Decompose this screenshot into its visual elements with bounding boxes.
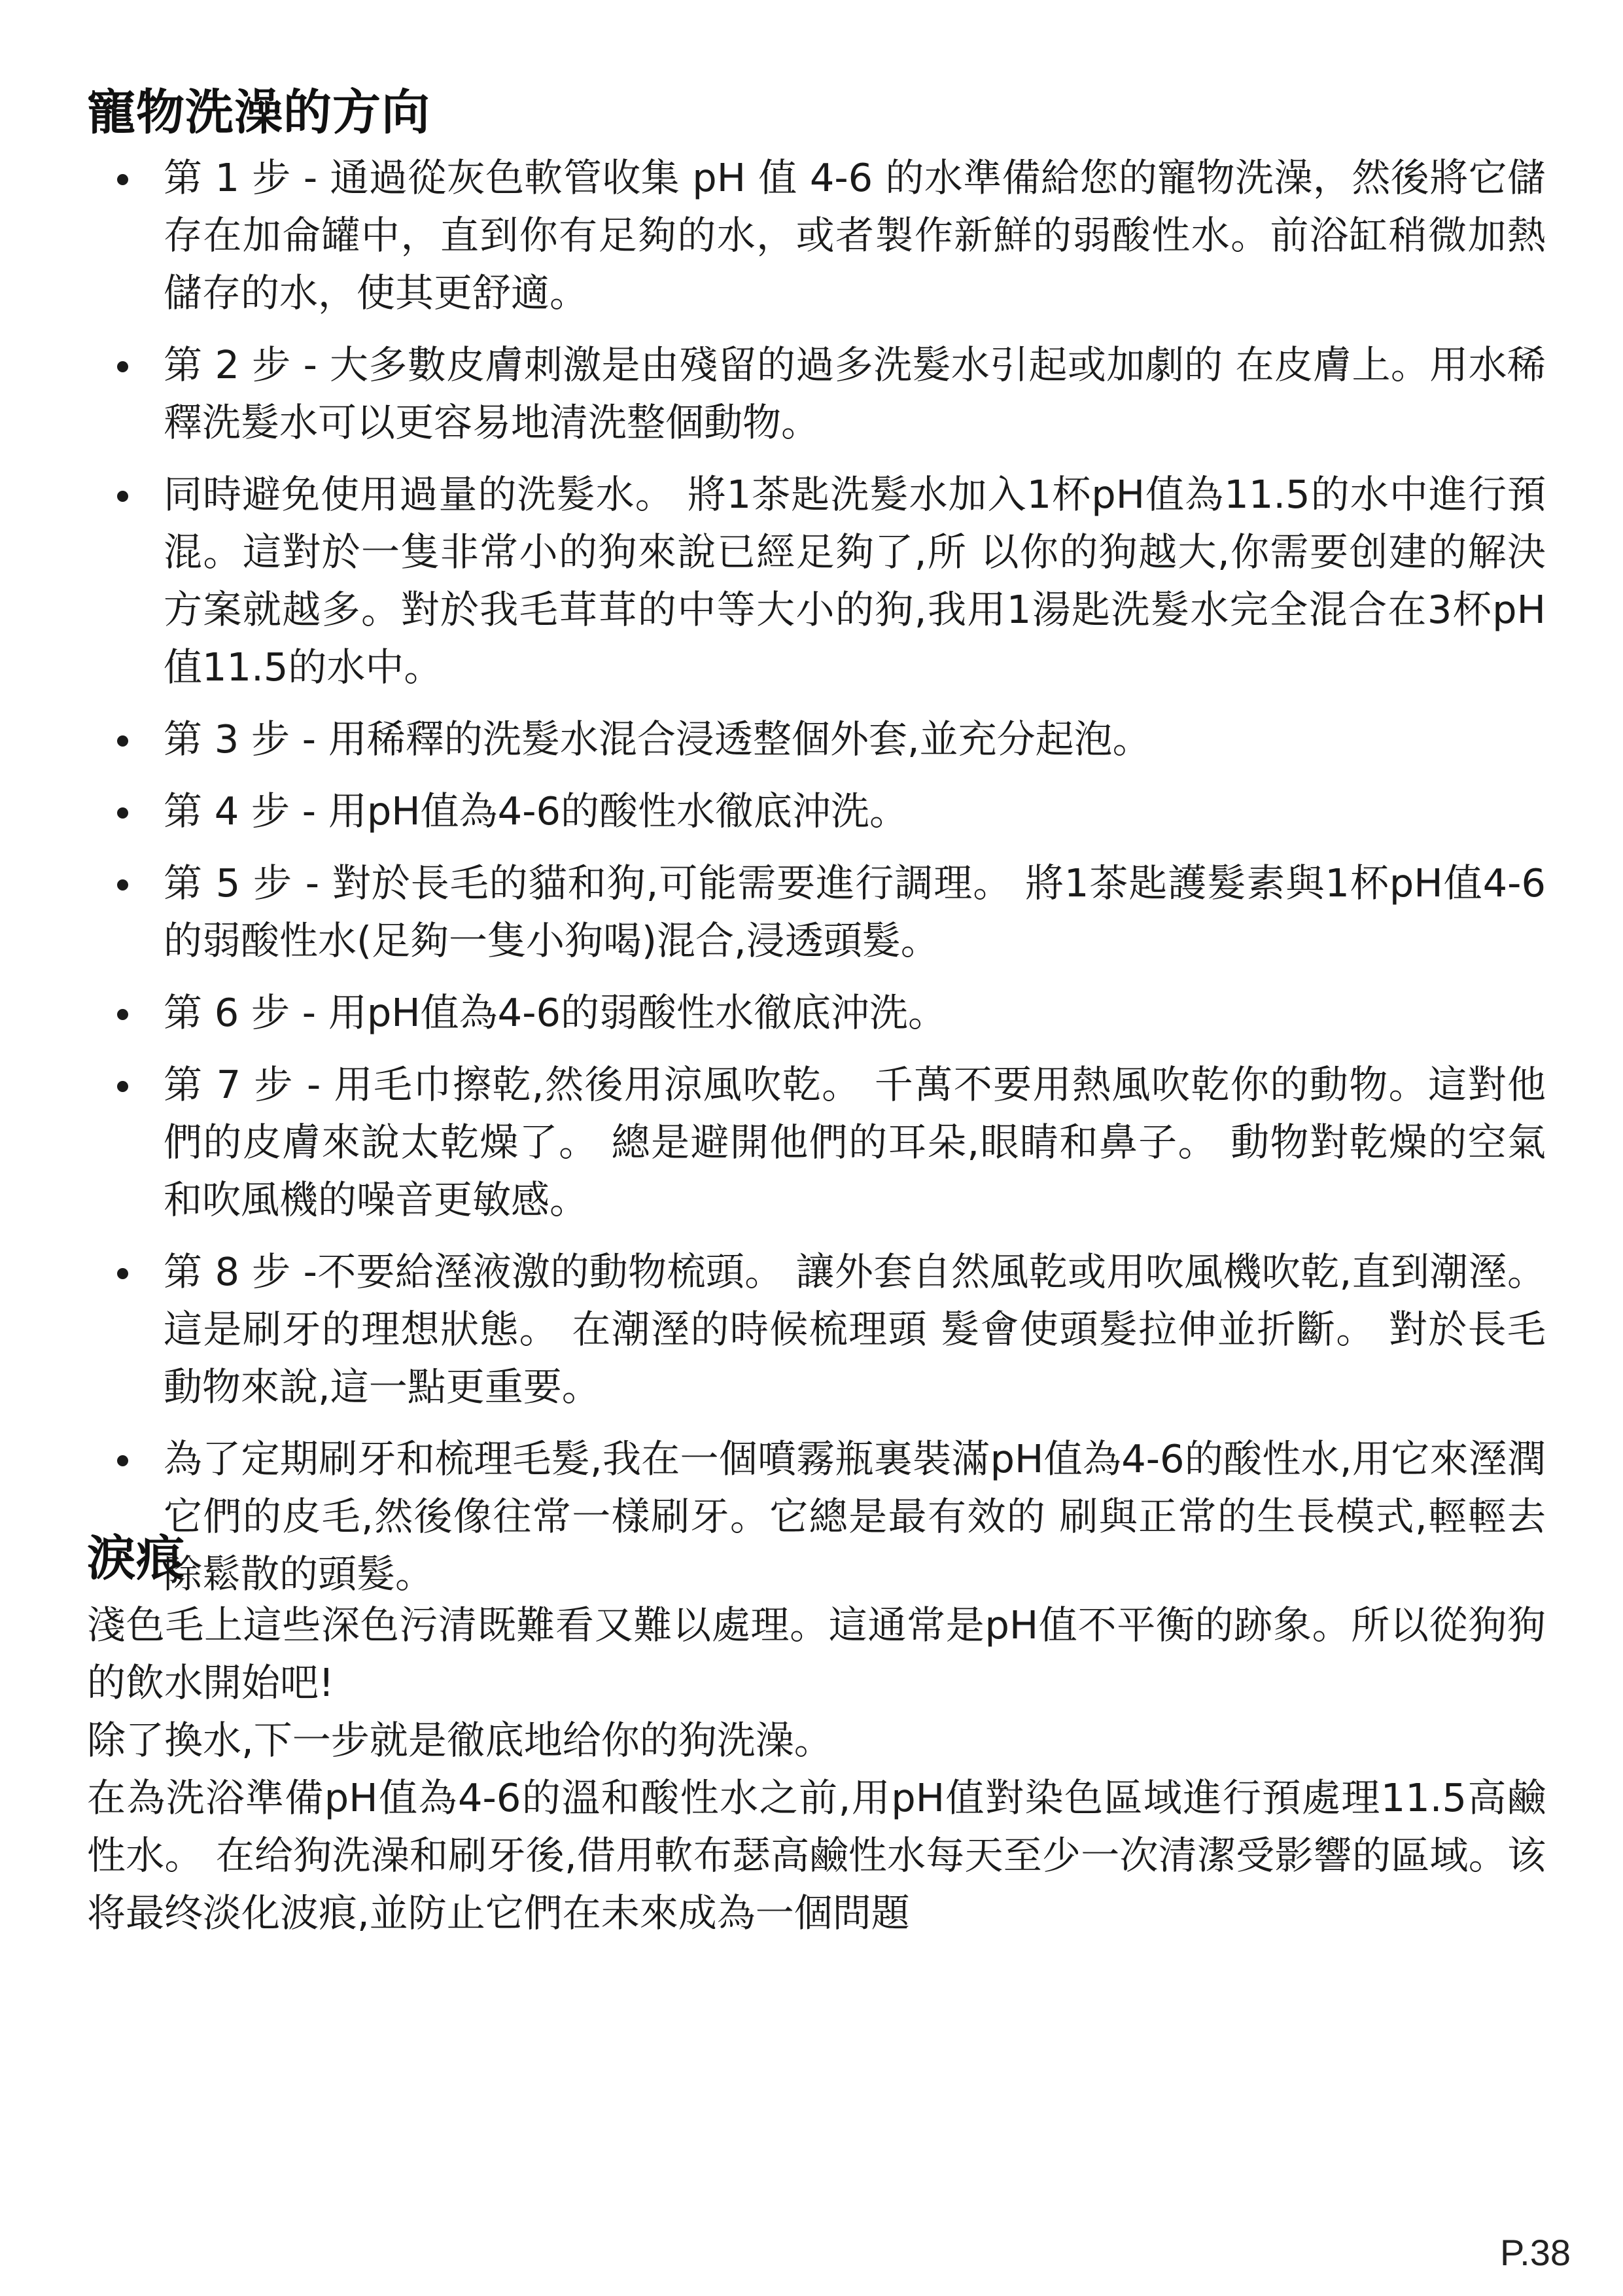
list-item xyxy=(87,783,1546,840)
list-item xyxy=(87,855,1546,970)
list-item-text: 同時避免使用過量的洗髮水。 將1茶匙洗髮水加入1杯pH值為11.5的水中進行預混。這對於一隻非常小的狗來說已經足夠了,所 以你的狗越大,你需要创建的解決方案就越多。對於我毛茸茸的中等大小的狗,我用1湯匙洗髮水完全混合在3杯pH值11.5的水中。 xyxy=(164,472,1546,690)
bathing-steps-list xyxy=(87,149,1546,1617)
bullet-icon xyxy=(117,491,128,502)
bullet-icon xyxy=(117,1081,128,1092)
bullet-icon xyxy=(117,174,128,185)
bullet-icon xyxy=(117,1009,128,1020)
list-item-text: 第 3 步 - 用稀釋的洗髮水混合浸透整個外套,並充分起泡。 xyxy=(164,716,1151,762)
list-item xyxy=(87,711,1546,768)
paragraph: 除了換水,下一步就是徹底地给你的狗洗澡。 xyxy=(87,1718,833,1763)
list-item-text: 為了定期刷牙和梳理毛髮,我在一個噴霧瓶裏裝滿pH值為4-6的酸性水,用它來溼潤它們的皮毛,然後像往常一樣刷牙。它總是最有效的 刷與正常的生長模式,輕輕去除鬆散的頭髮。 xyxy=(164,1436,1546,1597)
list-item-text: 第 7 步 - 用毛巾擦乾,然後用涼風吹乾。 千萬不要用熱風吹乾你的動物。這對他們的皮膚來說太乾燥了。 總是避開他們的耳朵,眼睛和鼻子。 動物對乾燥的空氣和吹風機的噪音更敏感。 xyxy=(164,1062,1546,1222)
bullet-icon xyxy=(117,1455,128,1466)
bullet-icon xyxy=(117,735,128,747)
list-item-text: 第 1 步 - 通過從灰色軟管收集 pH 值 4-6 的水準備給您的寵物洗澡，然後將它儲存在加侖罐中，直到你有足夠的水，或者製作新鮮的弱酸性水。前浴缸稍微加熱儲存的水，使其更舒適。 xyxy=(164,155,1546,315)
section-title-tear-stains: 淚痕 xyxy=(87,1530,185,1587)
paragraph: 在為洗浴準備pH值為4-6的溫和酸性水之前,用pH值對染色區域進行預處理11.5高鹼性水。 在给狗洗澡和刷牙後,借用軟布瑟高鹼性水每天至少一次清潔受影響的區域。该将最终淡化波痕,並防止它們在未來成為一個問題 xyxy=(87,1775,1546,1935)
bullet-icon xyxy=(117,1268,128,1279)
paragraph: 淺色毛上這些深色污清既難看又難以處理。這通常是pH值不平衡的跡象。所以從狗狗的飲水開始吧! xyxy=(87,1602,1546,1705)
list-item xyxy=(87,1243,1546,1416)
section-title-bathing: 寵物洗澡的方向 xyxy=(87,84,430,141)
list-item xyxy=(87,149,1546,322)
list-item xyxy=(87,984,1546,1042)
list-item-text: 第 5 步 - 對於長毛的貓和狗,可能需要進行調理。 將1茶匙護髮素與1杯pH值4-6的弱酸性水(足夠一隻小狗喝)混合,浸透頭髮。 xyxy=(164,860,1546,963)
list-item-text: 第 8 步 -不要給溼液激的動物梳頭。 讓外套自然風乾或用吹風機吹乾,直到潮溼。這是刷牙的理想狀態。 在潮溼的時候梳理頭 髮會使頭髮拉伸並折斷。 對於長毛動物來說,這一點更重要。 xyxy=(164,1249,1546,1409)
bullet-icon xyxy=(117,879,128,891)
bullet-icon xyxy=(117,807,128,819)
list-item xyxy=(87,466,1546,696)
list-item-text: 第 2 步 - 大多數皮膚刺激是由殘留的過多洗髮水引起或加劇的 在皮膚上。用水稀釋洗髮水可以更容易地清洗整個動物。 xyxy=(164,342,1546,445)
list-item xyxy=(87,1430,1546,1603)
list-item-text: 第 4 步 - 用pH值為4-6的酸性水徹底沖洗。 xyxy=(164,788,909,834)
list-item xyxy=(87,1056,1546,1229)
tear-stain-body xyxy=(87,1597,1546,1942)
bullet-icon xyxy=(117,361,128,372)
page-number: P.38 xyxy=(1500,2232,1571,2273)
list-item-text: 第 6 步 - 用pH值為4-6的弱酸性水徹底沖洗。 xyxy=(164,990,947,1035)
list-item xyxy=(87,336,1546,451)
